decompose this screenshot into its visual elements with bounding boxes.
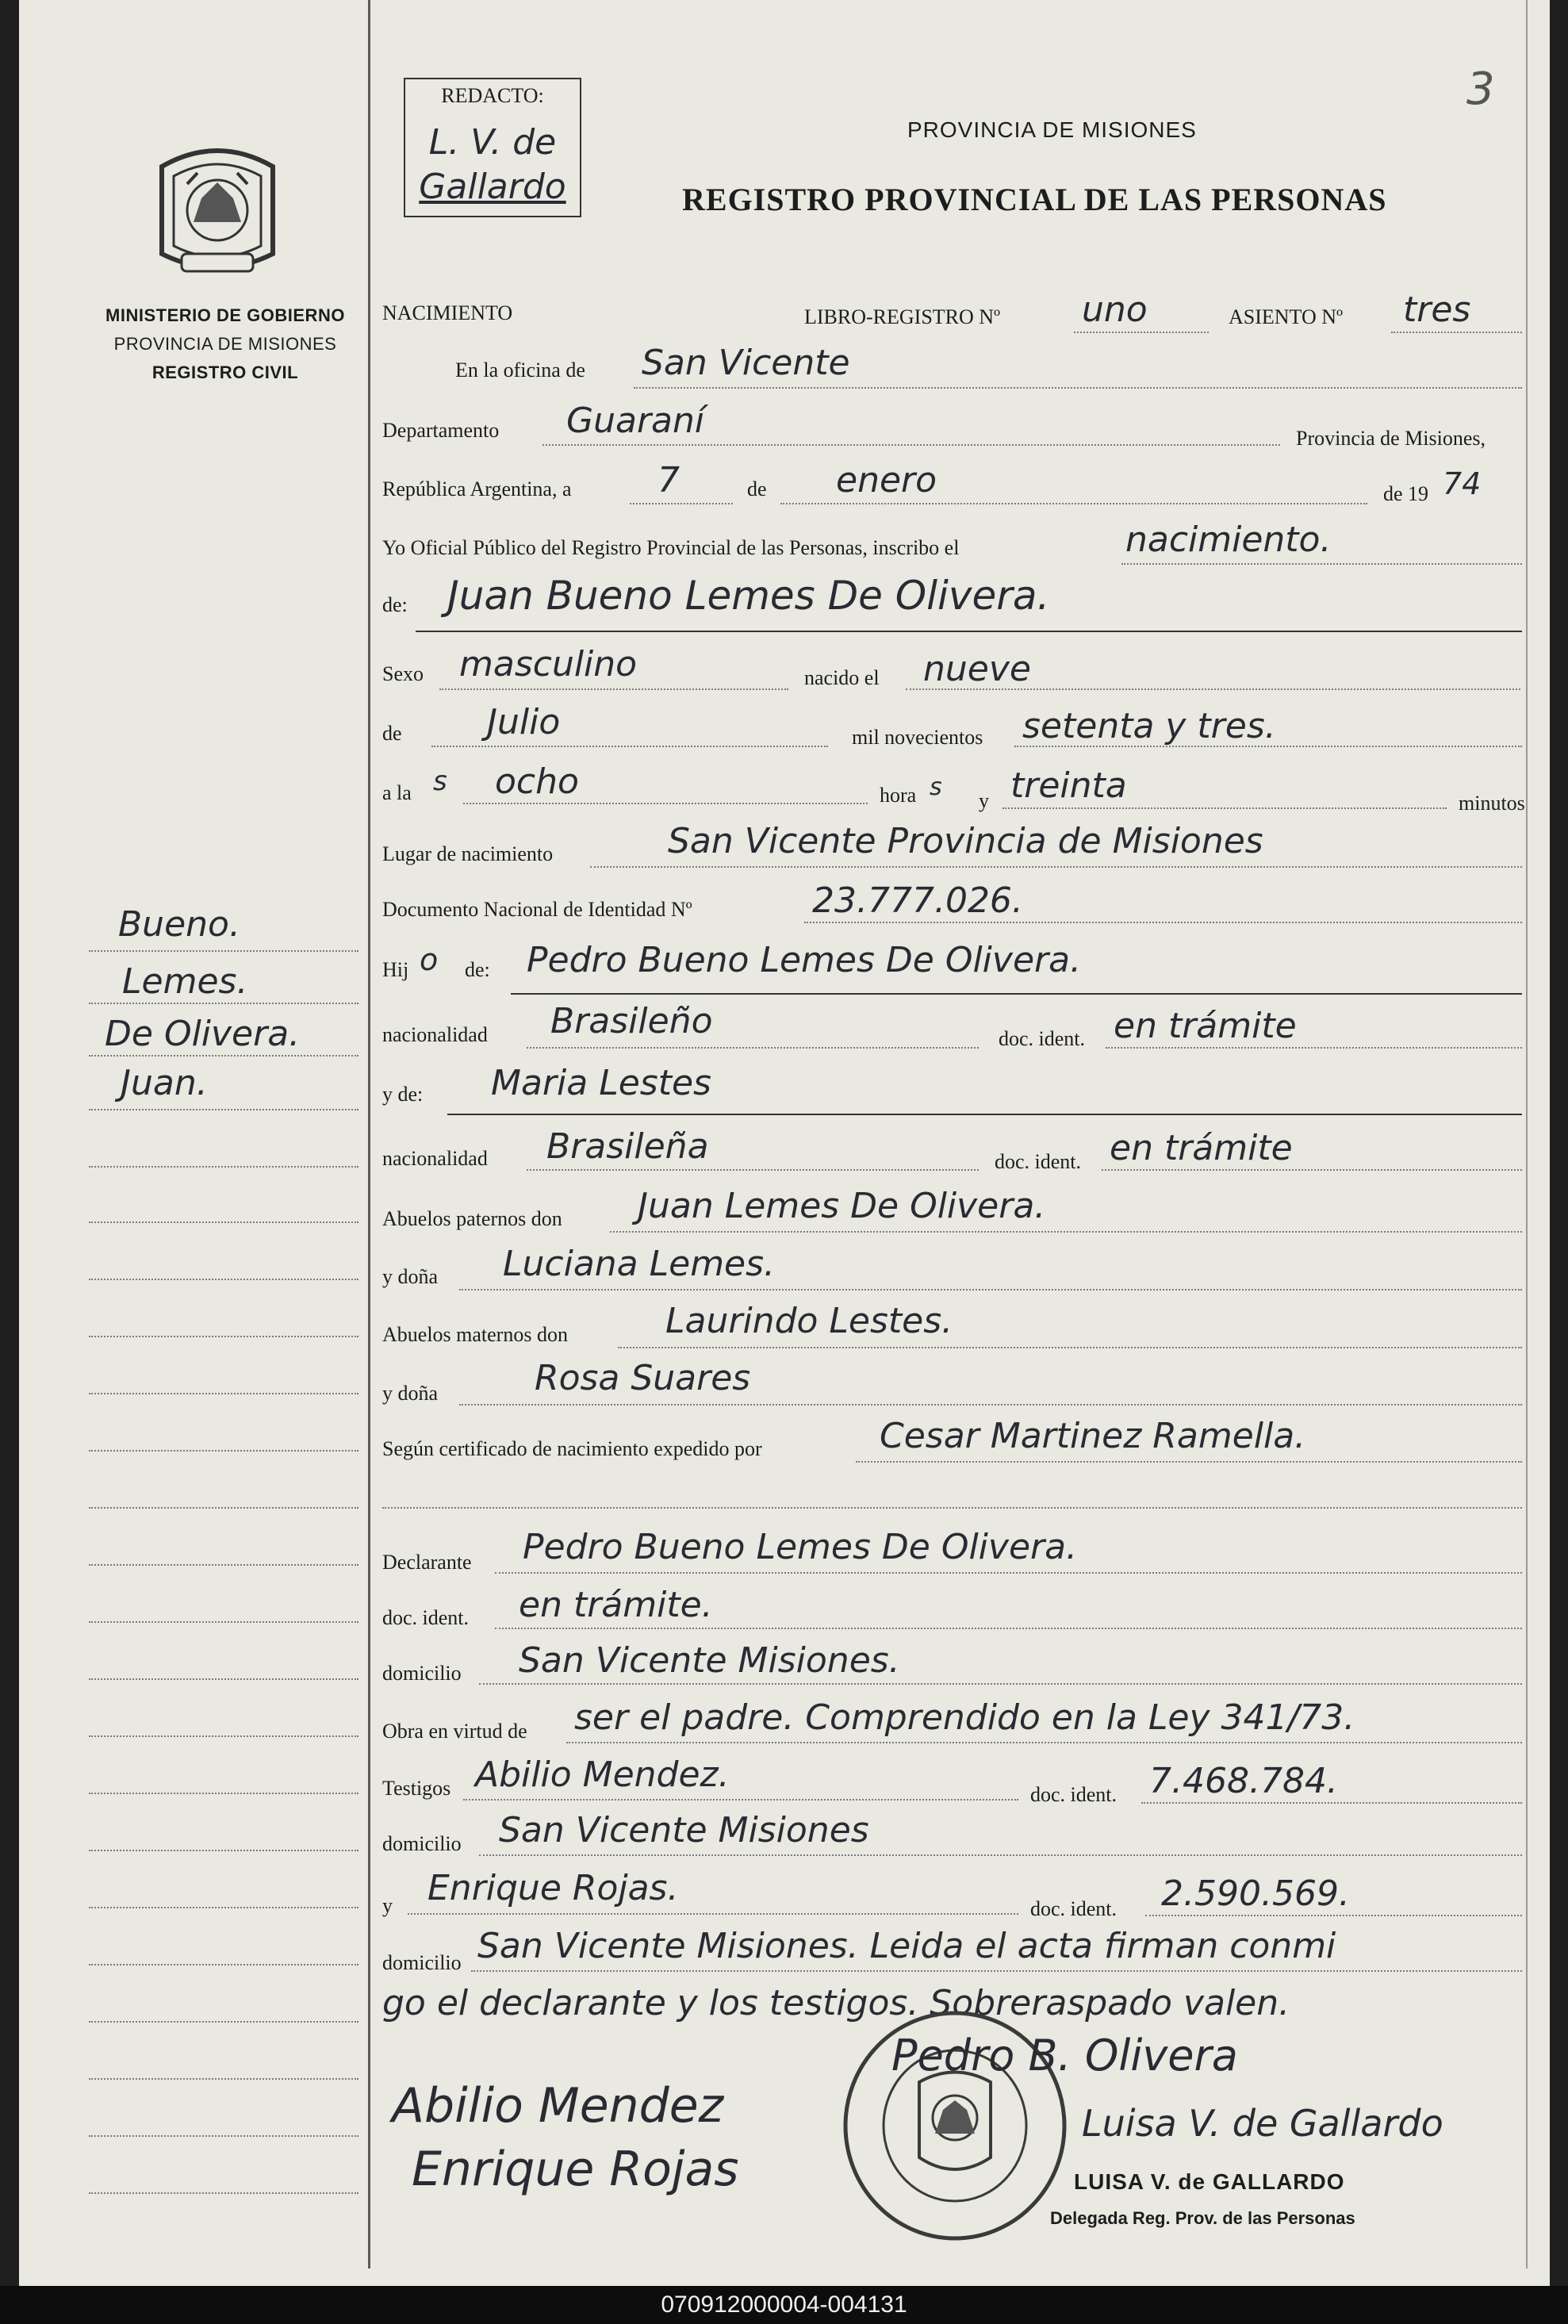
ab-pat2-value: Luciana Lemes. bbox=[503, 1244, 776, 1284]
nombre-value: Juan Bueno Lemes De Olivera. bbox=[447, 573, 1050, 619]
yo-label: Yo Oficial Público del Registro Provincial de las Personas, inscribo el bbox=[382, 536, 960, 559]
official-name: LUISA V. de GALLARDO bbox=[1074, 2169, 1345, 2194]
dom2-value: San Vicente Misiones bbox=[499, 1810, 869, 1850]
dia-value: 7 bbox=[657, 460, 680, 500]
dom3-value: San Vicente Misiones. Leida el acta firman conmi bbox=[477, 1926, 1336, 1966]
docd-value: en trámite. bbox=[519, 1585, 713, 1625]
y2-label: y bbox=[382, 1894, 393, 1917]
dni-label: Documento Nacional de Identidad Nº bbox=[382, 898, 692, 921]
margin-name-4: Juan. bbox=[121, 1063, 208, 1103]
yo-value: nacimiento. bbox=[1125, 520, 1332, 560]
redacto-line-2: Gallardo bbox=[419, 167, 566, 207]
testigo1-value: Abilio Mendez. bbox=[475, 1755, 730, 1795]
hora-value: ocho bbox=[495, 761, 579, 802]
ab-mat-value: Laurindo Lestes. bbox=[665, 1301, 953, 1341]
ministry-line-1: MINISTERIO DE GOBIERNO bbox=[105, 305, 345, 325]
yde-label: y de: bbox=[382, 1083, 424, 1106]
margin-name-1: Bueno. bbox=[118, 904, 240, 945]
ydona2-label: y doña bbox=[382, 1382, 439, 1405]
nacido-label: nacido el bbox=[804, 666, 880, 689]
dom3-label: domicilio bbox=[382, 1951, 462, 1974]
ab-pat-label: Abuelos paternos don bbox=[382, 1207, 562, 1230]
doct1-label: doc. ident. bbox=[1030, 1783, 1118, 1806]
margin-name-3: De Olivera. bbox=[105, 1014, 301, 1054]
docd-label: doc. ident. bbox=[382, 1606, 470, 1629]
minutos-label: minutos bbox=[1459, 792, 1525, 815]
testigo2-value: Enrique Rojas. bbox=[427, 1868, 679, 1908]
ala-label: a la bbox=[382, 781, 412, 804]
doct1-value: 7.468.784. bbox=[1149, 1761, 1338, 1801]
ala-suffix: s bbox=[433, 765, 447, 797]
cert-value: Cesar Martinez Ramella. bbox=[880, 1416, 1306, 1456]
mes-value: enero bbox=[836, 460, 937, 500]
de2-label: de: bbox=[382, 593, 408, 616]
obra-value: ser el padre. Comprendido en la Ley 341/73. bbox=[574, 1697, 1355, 1738]
anio-value: 74 bbox=[1443, 466, 1482, 501]
nac2-value: Brasileña bbox=[546, 1126, 709, 1167]
right-border bbox=[1526, 0, 1528, 2268]
dom1-label: domicilio bbox=[382, 1662, 462, 1685]
ministry-line-3: REGISTRO CIVIL bbox=[151, 362, 299, 382]
declarante-label: Declarante bbox=[382, 1551, 472, 1574]
libro-value: uno bbox=[1082, 290, 1148, 330]
document-page bbox=[19, 0, 1550, 2286]
departamento-label: Departamento bbox=[382, 419, 500, 442]
ab-pat-value: Juan Lemes De Olivera. bbox=[638, 1186, 1046, 1226]
minutos-value: treinta bbox=[1010, 765, 1127, 806]
margin-name-2: Lemes. bbox=[122, 961, 248, 1002]
header-province: PROVINCIA DE MISIONES bbox=[907, 117, 1197, 142]
oficina-value: San Vicente bbox=[642, 343, 850, 383]
lugar-value: San Vicente Provincia de Misiones bbox=[668, 821, 1263, 861]
hij-suffix: o bbox=[420, 942, 439, 977]
hij-de-label: de: bbox=[465, 958, 490, 981]
doc2-label: doc. ident. bbox=[995, 1150, 1082, 1173]
de3-label: de bbox=[382, 722, 402, 745]
doc1-label: doc. ident. bbox=[999, 1027, 1086, 1050]
sexo-value: masculino bbox=[459, 644, 638, 685]
doc1-value: en trámite bbox=[1114, 1006, 1297, 1046]
mil-label: mil novecientos bbox=[852, 726, 983, 749]
header-title: REGISTRO PROVINCIAL DE LAS PERSONAS bbox=[682, 182, 1387, 217]
ministry-block bbox=[67, 301, 384, 387]
nacido-value: nueve bbox=[923, 649, 1031, 689]
official-signature: Luisa V. de Gallardo bbox=[1082, 2102, 1443, 2145]
anio-label: de 19 bbox=[1383, 482, 1429, 505]
asiento-label: ASIENTO Nº bbox=[1229, 305, 1344, 328]
asiento-value: tres bbox=[1403, 290, 1471, 330]
dom1-value: San Vicente Misiones. bbox=[519, 1640, 900, 1681]
testigos-label: Testigos bbox=[382, 1777, 451, 1800]
declarante-value: Pedro Bueno Lemes De Olivera. bbox=[523, 1527, 1078, 1567]
y-label: y bbox=[979, 789, 989, 812]
page-number: 3 bbox=[1466, 63, 1495, 115]
nac1-label: nacionalidad bbox=[382, 1023, 488, 1046]
provincia-label: Provincia de Misiones, bbox=[1296, 427, 1486, 450]
dni-value: 23.777.026. bbox=[812, 880, 1023, 921]
witness-2-signature: Enrique Rojas bbox=[412, 2142, 739, 2197]
departamento-value: Guaraní bbox=[566, 401, 705, 441]
redacto-line-1: L. V. de bbox=[428, 122, 557, 163]
declarant-signature: Pedro B. Olivera bbox=[891, 2031, 1238, 2080]
nac1-value: Brasileño bbox=[550, 1001, 713, 1041]
ab-mat-label: Abuelos maternos don bbox=[382, 1323, 568, 1346]
redacto-label: REDACTO: bbox=[441, 84, 544, 107]
obra-label: Obra en virtud de bbox=[382, 1720, 527, 1743]
madre-value: Maria Lestes bbox=[491, 1063, 711, 1103]
document-id-footer: 070912000004-004131 bbox=[0, 2286, 1568, 2324]
doc2-value: en trámite bbox=[1110, 1128, 1293, 1168]
oficina-label: En la oficina de bbox=[455, 359, 585, 382]
libro-label: LIBRO-REGISTRO Nº bbox=[804, 305, 1001, 328]
cert-label: Según certificado de nacimiento expedido por bbox=[382, 1437, 762, 1460]
horas-label: hora bbox=[880, 784, 917, 807]
mes-nac-value: Julio bbox=[487, 702, 561, 742]
nacimiento-label: NACIMIENTO bbox=[382, 301, 513, 324]
dom2-label: domicilio bbox=[382, 1832, 462, 1855]
continuation-text: go el declarante y los testigos. Sobreraspado valen. bbox=[382, 1983, 1290, 2023]
ab-mat2-value: Rosa Suares bbox=[535, 1358, 751, 1398]
lugar-label: Lugar de nacimiento bbox=[382, 842, 554, 865]
nac2-label: nacionalidad bbox=[382, 1147, 488, 1170]
republica-label: República Argentina, a bbox=[382, 477, 572, 500]
anio-nac-value: setenta y tres. bbox=[1022, 706, 1276, 746]
hij-label: Hij bbox=[382, 958, 409, 981]
padre-value: Pedro Bueno Lemes De Olivera. bbox=[527, 940, 1082, 980]
ministry-line-2: PROVINCIA DE MISIONES bbox=[113, 334, 337, 354]
province-seal-icon bbox=[138, 135, 297, 286]
doct2-value: 2.590.569. bbox=[1161, 1873, 1350, 1914]
official-title: Delegada Reg. Prov. de las Personas bbox=[1050, 2208, 1355, 2228]
sexo-label: Sexo bbox=[382, 662, 424, 685]
ydona1-label: y doña bbox=[382, 1265, 439, 1288]
redacto-box bbox=[404, 78, 581, 217]
horas-suffix: s bbox=[930, 773, 942, 801]
de-label: de bbox=[747, 477, 767, 500]
doct2-label: doc. ident. bbox=[1030, 1897, 1118, 1920]
witness-1-signature: Abilio Mendez bbox=[392, 2078, 724, 2134]
